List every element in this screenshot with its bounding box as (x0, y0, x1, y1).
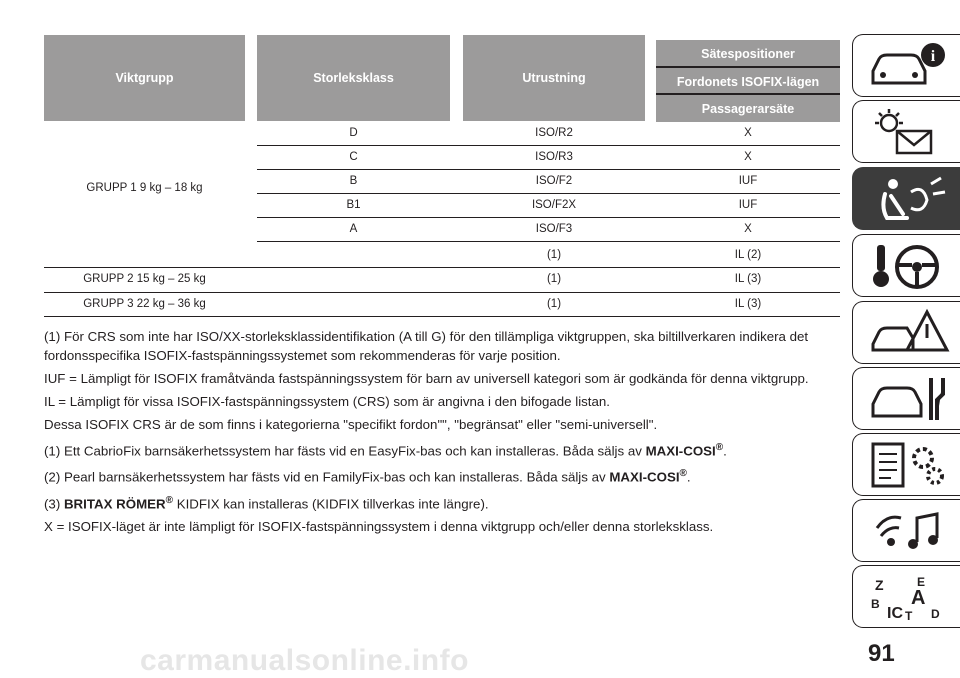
cell-fixture: ISO/R3 (535, 151, 573, 163)
car-service-tools-icon (867, 374, 951, 424)
cell-position: IL (3) (734, 298, 762, 310)
cell-size (257, 243, 450, 267)
tab-multimedia[interactable] (852, 499, 960, 562)
cell-fixture: (1) (546, 273, 562, 285)
row-rule (257, 241, 840, 242)
table-row (257, 121, 840, 145)
note-3-end: KIDFIX kan installeras (KIDFIX tillverkas inte längre). (173, 496, 489, 512)
cell-fixture: ISO/F2 (535, 175, 573, 187)
note-categories: Dessa ISOFIX CRS är de som finns i kategorierna "specifikt fordon"", "begränsat" eller "semi-universell". (44, 417, 658, 432)
table-row (44, 292, 840, 316)
brand-britax-romer: BRITAX RÖMER (63, 496, 166, 512)
note-il: IL = Lämpligt för vissa ISOFIX-fastspänningssystem (CRS) som är angivna i den bifogade listan. (44, 394, 610, 409)
note-iuf: IUF = Lämpligt för ISOFIX framåtvända fastspänningssystem för barn av universell kategori som är godkända för denna viktgrupp. (44, 371, 809, 386)
cell-fixture: ISO/F2X (531, 199, 577, 211)
svg-text:A: A (911, 587, 926, 609)
cell-position: X (744, 127, 752, 139)
header-utrustning: Utrustning (463, 35, 645, 121)
cell-position: IUF (738, 175, 758, 187)
tab-safety[interactable] (852, 167, 960, 230)
header-viktgrupp: Viktgrupp (44, 35, 245, 121)
airbag-seat-icon (867, 174, 951, 224)
table-row (257, 169, 840, 193)
cell-size: B1 (346, 199, 361, 211)
svg-text:E: E (917, 575, 926, 589)
header-satespositioner: Sätespositioner (656, 40, 840, 67)
cell-group: GRUPP 3 22 kg – 36 kg (83, 298, 206, 310)
cell-size (257, 267, 450, 291)
cell-position: IL (3) (734, 273, 762, 285)
tab-index[interactable] (852, 565, 960, 628)
key-steering-wheel-icon (867, 241, 951, 291)
table-row (257, 193, 840, 217)
registered-mark: ® (165, 494, 174, 506)
table-header (44, 35, 840, 121)
watermark: carmanualsonline.info (140, 644, 469, 677)
page-number: 91 (868, 640, 895, 667)
svg-text:B: B (871, 597, 880, 611)
note-1 (44, 438, 834, 460)
note-3-text: (3) (44, 496, 64, 512)
cell-group: GRUPP 2 15 kg – 25 kg (83, 273, 206, 285)
cell-size: C (349, 151, 358, 163)
cell-fixture: ISO/R2 (535, 127, 573, 139)
cell-position: X (744, 151, 752, 163)
tab-starting-driving[interactable] (852, 234, 960, 297)
tab-emergency[interactable] (852, 301, 960, 364)
svg-text:IC: IC (887, 605, 903, 622)
note-2-end: . (686, 469, 691, 485)
brand-maxi-cosi: MAXI-COSI (609, 469, 680, 485)
note-2-text: (2) Pearl barnsäkerhetssystem har fästs vid en FamilyFix-bas och kan installeras. Båda säljs av (44, 469, 610, 485)
cell-fixture: (1) (546, 249, 562, 261)
note-3 (44, 491, 834, 513)
multimedia-icon (867, 506, 951, 556)
cell-size: B (349, 175, 358, 187)
specifications-gears-icon (867, 440, 951, 490)
car-info-icon (867, 41, 951, 91)
note-1-text: (1) Ett CabrioFix barnsäkerhetssystem har fästs vid en EasyFix-bas och kan installeras. Båda säljs av (44, 443, 646, 459)
brand-maxi-cosi: MAXI-COSI (645, 443, 716, 459)
header-passagerarsate: Passagerarsäte (656, 95, 840, 122)
svg-text:D: D (931, 607, 940, 621)
cell-fixture: ISO/F3 (535, 223, 573, 235)
tab-car-info[interactable] (852, 34, 960, 97)
registered-mark: ® (715, 442, 724, 453)
footnotes (44, 327, 834, 540)
svg-text:T: T (905, 609, 913, 622)
table-row (257, 243, 840, 267)
note-x: X = ISOFIX-läget är inte lämpligt för ISOFIX-fastspänningssystem i denna viktgrupp och/eller denna storleksklass. (44, 519, 714, 535)
cell-fixture: (1) (546, 298, 562, 310)
group1-label: GRUPP 1 9 kg – 18 kg (86, 182, 203, 194)
cell-size (257, 292, 450, 316)
svg-text:i: i (930, 48, 936, 65)
tab-warning-lights[interactable] (852, 100, 960, 163)
cell-size: D (349, 127, 358, 139)
header-isofix-lagen: Fordonets ISOFIX-lägen (656, 68, 840, 95)
alphabetical-index-icon (867, 572, 951, 622)
cell-size: A (349, 223, 358, 235)
row-rule (44, 316, 840, 317)
note-crs: (1) För CRS som inte har ISO/XX-storleksklassidentifikation (A till G) för den tillämpliga viktgruppen, ska biltillverkaren indikera det fordonsspecifika ISOFIX-fastspänningssystemet som rekommenderas för varje position. (44, 329, 809, 363)
cell-position: IUF (738, 199, 758, 211)
cell-position: IL (2) (734, 249, 762, 261)
registered-mark: ® (679, 468, 687, 480)
table-row (257, 217, 840, 241)
tab-maintenance[interactable] (852, 367, 960, 430)
cell-position: X (744, 223, 752, 235)
header-storleksklass: Storleksklass (257, 35, 450, 121)
table-row (257, 145, 840, 169)
note-2 (44, 464, 834, 486)
table-row (44, 267, 840, 291)
warning-lights-icon (867, 107, 951, 157)
note-1-end: . (723, 443, 727, 459)
breakdown-triangle-icon (867, 308, 951, 358)
svg-text:Z: Z (875, 577, 884, 593)
tab-technical-data[interactable] (852, 433, 960, 496)
